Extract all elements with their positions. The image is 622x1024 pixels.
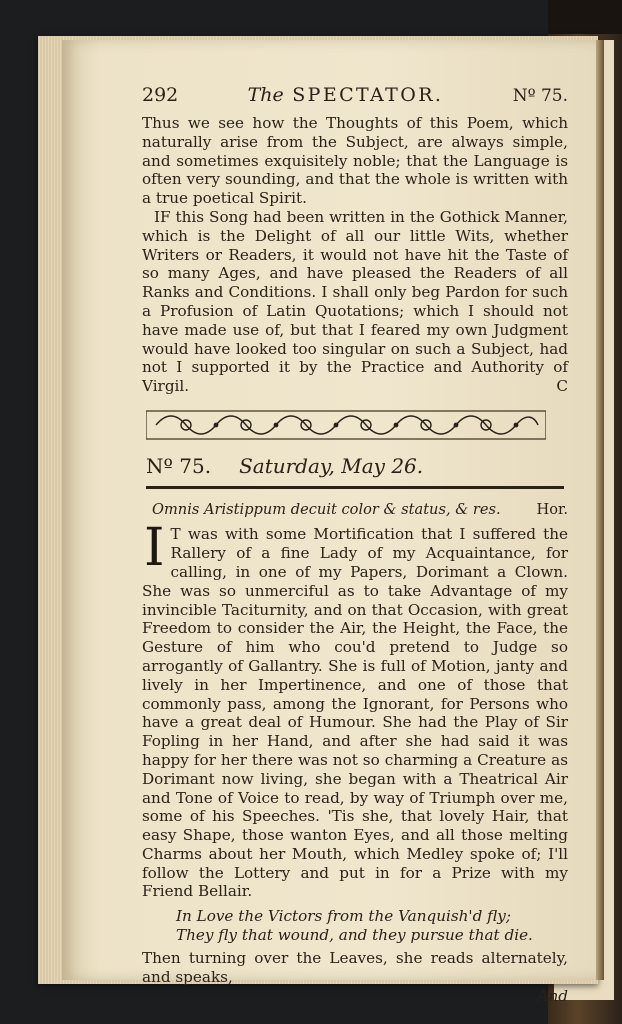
essay-paragraph-1: T was with some Mortification that I suffered the Rallery of a fine Lady of my Acquaintance, for calling, in one of my Papers, Dorimant a Clown. She was so unmerciful as to take Advantage of my invincible Taciturnity, and on that Occasion, with great Freedom to consider the Air, the Height, the Face, the Gesture of him who cou'd pretend to Judge so arrogantly of Gallantry. She is full of Motion, janty and lively in her Impertinence, and one of those that commonly pass, among the Ignorant, for Persons who have a great deal of Humour. She had the Play of Sir Fopling in her Hand, and after she had said it was happy for her there was not so charming a Creature as Dorimant now living, she began with a Theatrical Air and Tone of Voice to read, by way of Triumph over me, some of his Speeches. 'Tis she, that lovely Hair, that easy Shape, those wanton Eyes, and all those melting Charms about her Mouth, which Medley spoke of; I'll follow the Lottery and put in for a Prize with my Friend Bellair. [142, 525, 568, 901]
heading-rule [146, 486, 564, 489]
catchword-line [142, 987, 568, 1006]
verse-line-2: They fly that wound, and they pursue that die. [176, 926, 533, 945]
issue-reference: Nº 75. [512, 86, 568, 106]
running-head [142, 86, 568, 112]
motto-row [152, 501, 568, 520]
drop-cap: I [144, 518, 165, 579]
latin-motto: Omnis Aristippum decuit color & status, & res. [152, 500, 501, 518]
signoff-line [142, 377, 568, 396]
previous-essay-paragraph-2: IF this Song had been written in the Gothick Manner, which is the Delight of all our little Wits, whether Writers or Readers, it would not have hit the Taste of so many Ages, and have pleased the Readers of all Ranks and Conditions. I shall only beg Pardon for such a Profusion of Latin Quotations; which I should not have made use of, but that I feared my own Judgment would have looked too singular on such a Subject, had not I supported it by the Practice and Authority of Virgil. [142, 207, 568, 396]
essay-body [142, 518, 568, 1005]
author-signoff: C [556, 377, 568, 396]
running-title-prefix: The [247, 84, 284, 106]
catchword: And [537, 986, 568, 1005]
issue-heading [146, 453, 568, 478]
issue-date: Saturday, May 26. [239, 453, 424, 478]
running-title-text: SPECTATOR. [292, 84, 444, 106]
page-text [142, 86, 568, 1006]
issue-number: Nº 75. [146, 453, 212, 478]
previous-essay-paragraph-1: Thus we see how the Thoughts of this Poem, which naturally arise from the Subject, are always simple, and sometimes exquisitely noble; that the Language is often very sounding, and that the whole is written with a true poetical Spirit. [142, 114, 568, 208]
essay-paragraph-2: Then turning over the Leaves, she reads alternately, and speaks, [142, 949, 568, 987]
ornamental-band [146, 408, 546, 442]
book-gutter [596, 40, 604, 980]
verse-quotation [176, 907, 568, 945]
background-shadow [548, 0, 622, 34]
verse-line-1: In Love the Victors from the Vanquish'd fly; [176, 907, 511, 926]
page-number: 292 [142, 84, 179, 106]
running-title [248, 86, 444, 105]
motto-source: Hor. [536, 500, 568, 518]
